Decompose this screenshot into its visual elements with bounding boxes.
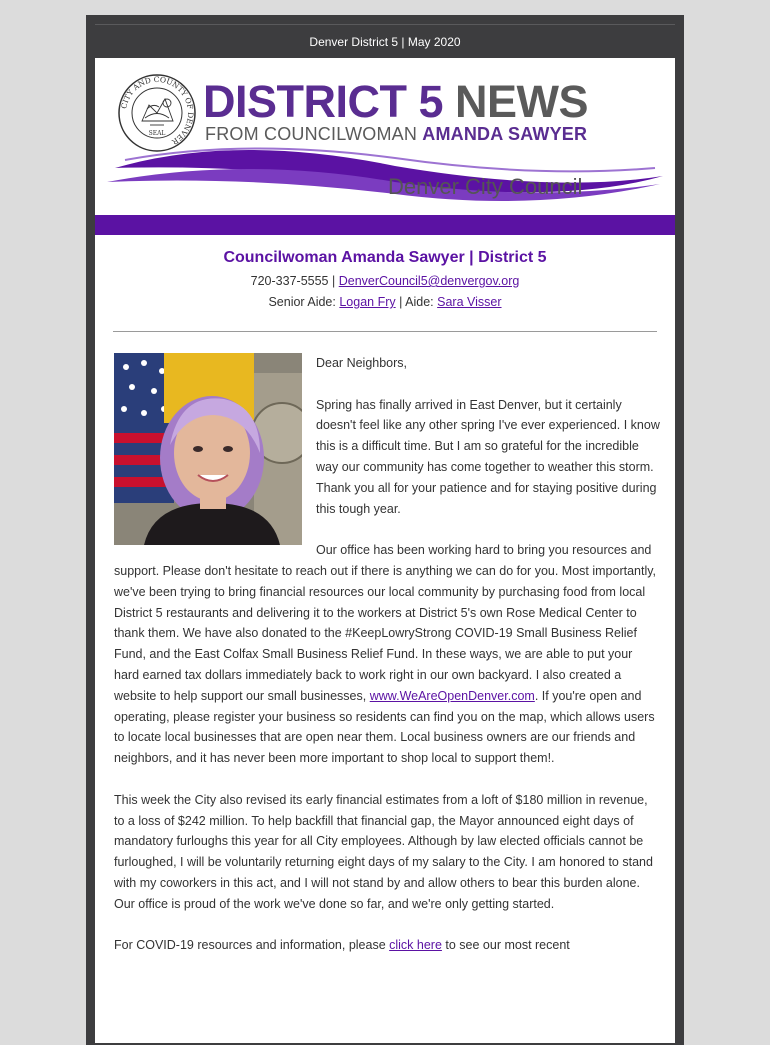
contact-block xyxy=(95,235,675,343)
title-district: DISTRICT 5 xyxy=(203,76,444,127)
photo-spacer xyxy=(114,353,316,547)
council-name: Denver City Council xyxy=(388,174,583,199)
senior-aide-link[interactable]: Logan Fry xyxy=(339,295,396,309)
purple-swoosh-graphic xyxy=(95,138,675,208)
paragraph-4-text-b: to see our most recent xyxy=(441,938,570,953)
paragraph-2-text-b: . If you're open and operating, please register your business so residents can find you on the map, which allows users to locate local businesses that are open near them. Local business owners are our friends and neighbors, and it has never been more important to shop local to support them!. xyxy=(114,688,655,766)
contact-aides xyxy=(95,295,675,309)
paragraph-2-text-a: Our office has been working hard to bring you resources and support. Please don't hesitate to reach out if there is anything we can do for you. Most importantly, we've been trying to bring financial resources our local community by purchasing food from local District 5 restaurants and delivering it to the workers at District 5's own Rose Medical Center to thank them. We have also donated to the #KeepLowryStrong COVID-19 Small Business Relief Fund, and the East Colfax Small Business Relief Fund. In these ways, we are able to put your hard earned tax dollars immediately back to work right in our own backyard. I also created a website to help support our small businesses, xyxy=(114,543,657,703)
subtitle-name: AMANDA SAWYER xyxy=(422,124,588,144)
letter-content xyxy=(95,343,675,1043)
newsletter-frame xyxy=(86,15,684,1045)
we-are-open-denver-link[interactable]: www.WeAreOpenDenver.com xyxy=(369,688,535,703)
paragraph-3: This week the City also revised its early financial estimates from a loft of $180 million in revenue, to a loss of $242 million. To help backfill that financial gap, the Mayor announced eight days of mandatory furloughs this year for all City employees. Although by law elected officials cannot be furloughed, I will be voluntarily returning eight days of my salary to the City. I am honored to stand with my coworkers in this act, and I will not stand by and allow others to bear this burden alone. Our office is proud of the work we've done so far, and we're only getting started. xyxy=(114,792,653,911)
senior-aide-label: Senior Aide: xyxy=(268,295,336,309)
paragraph-1: Spring has finally arrived in East Denver, but it certainly doesn't feel like any other spring I've ever experienced. I know this is a difficult time. But I am so grateful for the incredible way our community has come together to weather this storm. Thank you all for your patience and for staying positive during this tough year. xyxy=(316,397,660,516)
aide-label: | Aide: xyxy=(399,295,434,309)
contact-heading: Councilwoman Amanda Sawyer | District 5 xyxy=(223,249,547,266)
seal-text: CITY AND COUNTY OF DENVER xyxy=(119,74,196,147)
paragraph-4 xyxy=(114,935,660,956)
newsletter-title xyxy=(203,76,588,128)
click-here-link[interactable]: click here xyxy=(389,938,442,953)
paragraph-2 xyxy=(114,540,660,769)
preheader-text: Denver District 5 | May 2020 xyxy=(309,35,461,49)
title-news: NEWS xyxy=(455,76,589,127)
newsletter-header xyxy=(95,58,675,215)
preheader-bar xyxy=(95,24,675,59)
aide-link[interactable]: Sara Visser xyxy=(437,295,502,309)
letter-body xyxy=(114,353,660,977)
contact-phone: 720-337-5555 | xyxy=(250,274,336,288)
subtitle-prefix: FROM COUNCILWOMAN xyxy=(205,124,418,144)
seal-bottom-text: SEAL xyxy=(148,130,166,137)
contact-email-link[interactable]: DenverCouncil5@denvergov.org xyxy=(338,274,520,288)
purple-divider-band xyxy=(95,215,675,235)
contact-phone-email xyxy=(95,274,675,288)
section-divider xyxy=(113,331,657,332)
paragraph-4-text-a: For COVID-19 resources and information, please xyxy=(114,938,390,953)
greeting: Dear Neighbors, xyxy=(316,356,408,370)
